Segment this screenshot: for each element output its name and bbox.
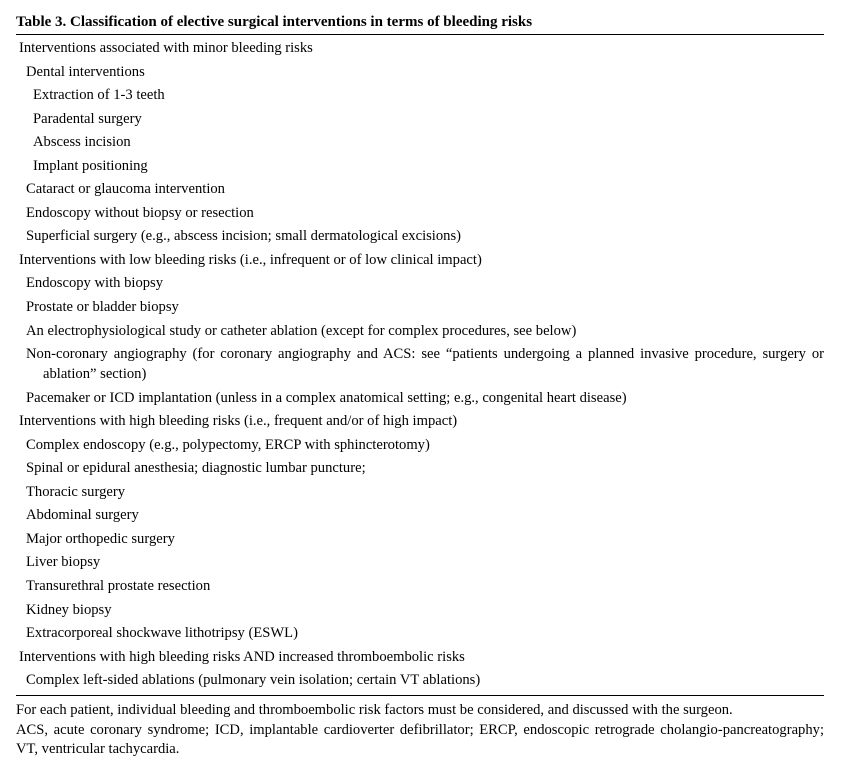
table-item-row: Major orthopedic surgery — [26, 530, 175, 547]
table-footnotes — [16, 696, 824, 760]
table-item-row: Prostate or bladder biopsy — [26, 299, 179, 316]
table-subitem-row: Extraction of 1-3 teeth — [33, 87, 165, 104]
table-category-row: Interventions associated with minor bleeding risks — [19, 40, 313, 56]
table-item-row: Endoscopy with biopsy — [26, 275, 164, 292]
table-item-row: Cataract or glaucoma intervention — [26, 181, 225, 198]
table-item-row: Pacemaker or ICD implantation (unless in a complex anatomical setting; e.g., congenital heart disease) — [26, 389, 627, 406]
table-subitem-row: Implant positioning — [33, 157, 148, 174]
table-item-row: Superficial surgery (e.g., abscess incision; small dermatological excisions) — [26, 228, 461, 245]
footnote-abbreviations: ACS, acute coronary syndrome; ICD, implantable cardioverter defibrillator; ERCP, endoscopic retrograde cholangio-pancreatography; VT, ventricular tachycardia. — [16, 721, 824, 758]
table-item-row: Kidney biopsy — [26, 601, 112, 618]
table-item-row: Dental interventions — [26, 63, 145, 80]
table-item-row: An electrophysiological study or catheter ablation (except for complex procedures, see below) — [26, 322, 577, 339]
table-subitem-row: Abscess incision — [33, 134, 131, 151]
table-item-row: Transurethral prostate resection — [26, 577, 211, 594]
footnote-general: For each patient, individual bleeding and thromboembolic risk factors must be considered, and discussed with the surgeon. — [16, 701, 733, 718]
table-category-row: Interventions with high bleeding risks (i.e., frequent and/or of high impact) — [19, 413, 458, 430]
table-body — [16, 35, 824, 694]
table-item-row: Endoscopy without biopsy or resection — [26, 204, 254, 221]
table-category-row: Interventions with high bleeding risks AND increased thromboembolic risks — [19, 648, 465, 665]
table-subitem-row: Paradental surgery — [33, 110, 142, 127]
table-item-row: Thoracic surgery — [26, 483, 126, 500]
table-item-row: Abdominal surgery — [26, 507, 139, 524]
table-title: Table 3. Classification of elective surgical interventions in terms of bleeding risks — [16, 14, 533, 30]
table-item-row: Non-coronary angiography (for coronary angiography and ACS: see “patients undergoing a planned invasive procedure, surgery or ablation” section) — [26, 346, 824, 382]
table-item-row: Liver biopsy — [26, 554, 101, 571]
table-item-row: Spinal or epidural anesthesia; diagnostic lumbar puncture; — [26, 460, 366, 477]
table-item-row: Complex endoscopy (e.g., polypectomy, ERCP with sphincterotomy) — [26, 436, 430, 453]
table-item-row: Complex left-sided ablations (pulmonary vein isolation; certain VT ablations) — [26, 672, 481, 689]
table-item-row: Extracorporeal shockwave lithotripsy (ESWL) — [26, 625, 298, 642]
table-category-row: Interventions with low bleeding risks (i.e., infrequent or of low clinical impact) — [19, 251, 482, 268]
